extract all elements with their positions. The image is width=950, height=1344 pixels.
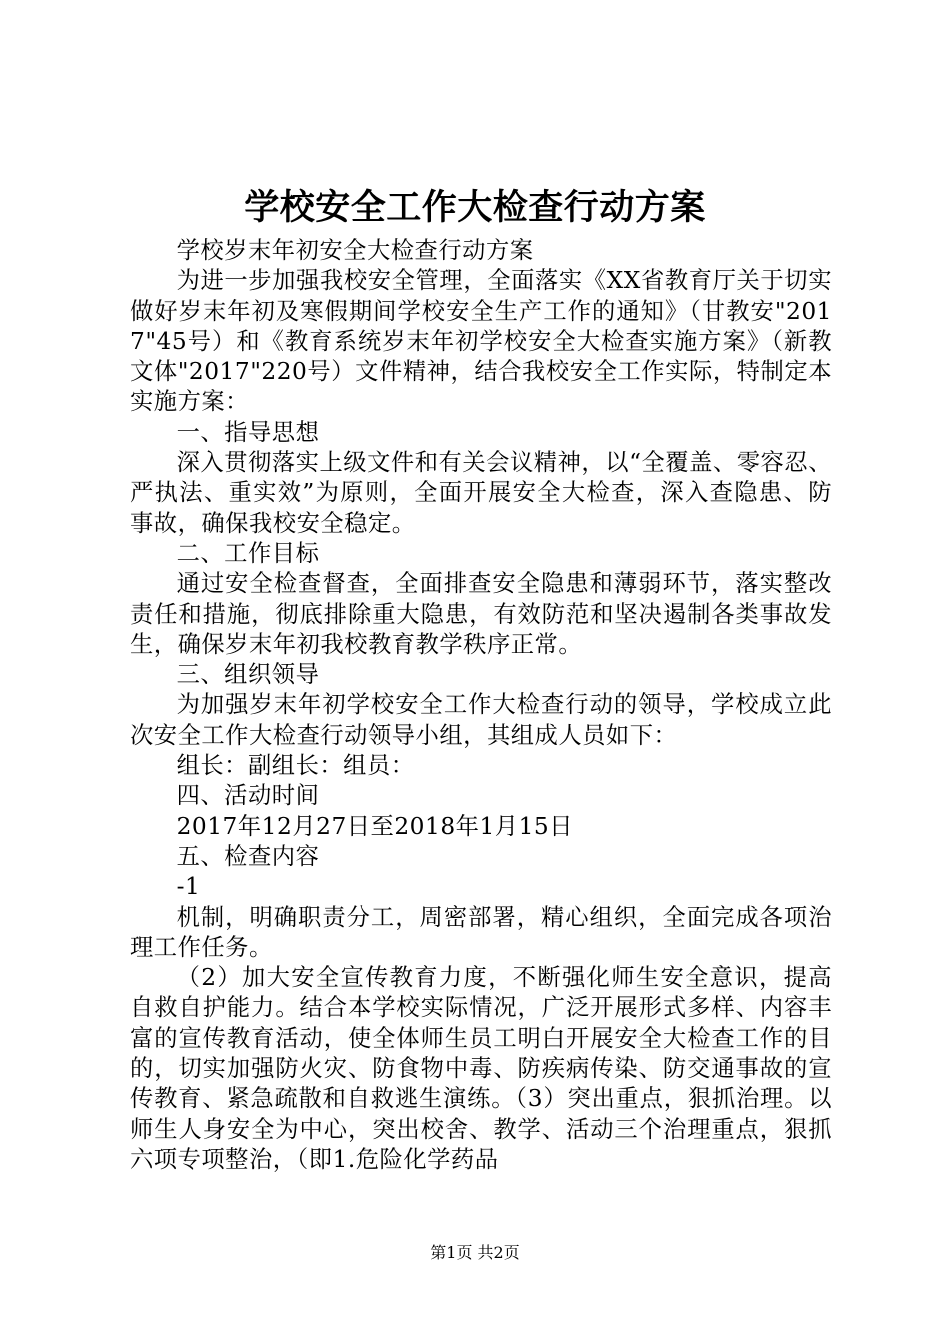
- mechanism-paragraph: 机制，明确职责分工，周密部署，精心组织，全面完成各项治理工作任务。: [130, 903, 832, 961]
- leadership-paragraph: 为加强岁末年初学校安全工作大检查行动的领导，学校成立此次安全工作大检查行动领导小组，其组成人员如下：: [130, 691, 832, 749]
- document-body: [130, 236, 832, 1175]
- section-heading-leadership: 三、组织领导: [176, 661, 320, 689]
- education-paragraph: （2）加大安全宣传教育力度，不断强化师生安全意识，提高自救自护能力。结合本学校实际情况，广泛开展形式多样、内容丰富的宣传教育活动，使全体师生员工明白开展安全大检查工作的目的，切实加强防火灾、防食物中毒、防疾病传染、防交通事故的宣传教育、紧急疏散和自救逃生演练。（3）突出重点，狠抓治理。以师生人身安全为中心，突出校舍、教学、活动三个治理重点，狠抓六项专项整治，（即1.危险化学药品: [130, 964, 832, 1173]
- work-goals-paragraph: 通过安全检查督查，全面排查安全隐患和薄弱环节，落实整改责任和措施，彻底排除重大隐患，有效防范和坚决遏制各类事故发生，确保岁末年初我校教育教学秩序正常。: [130, 570, 832, 658]
- guiding-principle-paragraph: 深入贯彻落实上级文件和有关会议精神，以“全覆盖、零容忍、严执法、重实效”为原则，全面开展安全大检查，深入查隐患、防事故，确保我校安全稳定。: [130, 449, 832, 537]
- section-heading-activity-time: 四、活动时间: [176, 782, 320, 810]
- document-title: 学校安全工作大检查行动方案: [244, 188, 706, 228]
- intro-paragraph: 为进一步加强我校安全管理，全面落实《XX省教育厅关于切实做好岁末年初及寒假期间学校安全生产工作的通知》（甘教安"2017"45号）和《教育系统岁末年初学校安全大检查实施方案》（新教文体"2017"220号）文件精神，结合我校安全工作实际，特制定本实施方案：: [130, 267, 832, 416]
- activity-time-paragraph: 2017年12月27日至2018年1月15日: [176, 812, 574, 840]
- section-heading-work-goals: 二、工作目标: [176, 539, 320, 567]
- item-marker: -1: [176, 873, 201, 901]
- leadership-members: 组长：副组长：组员：: [176, 752, 415, 780]
- page-footer: 第1页 共2页: [430, 1243, 520, 1262]
- section-heading-inspection-content: 五、检查内容: [176, 842, 320, 870]
- subtitle-paragraph: 学校岁末年初安全大检查行动方案: [176, 237, 534, 264]
- section-heading-guiding-principle: 一、指导思想: [176, 418, 320, 446]
